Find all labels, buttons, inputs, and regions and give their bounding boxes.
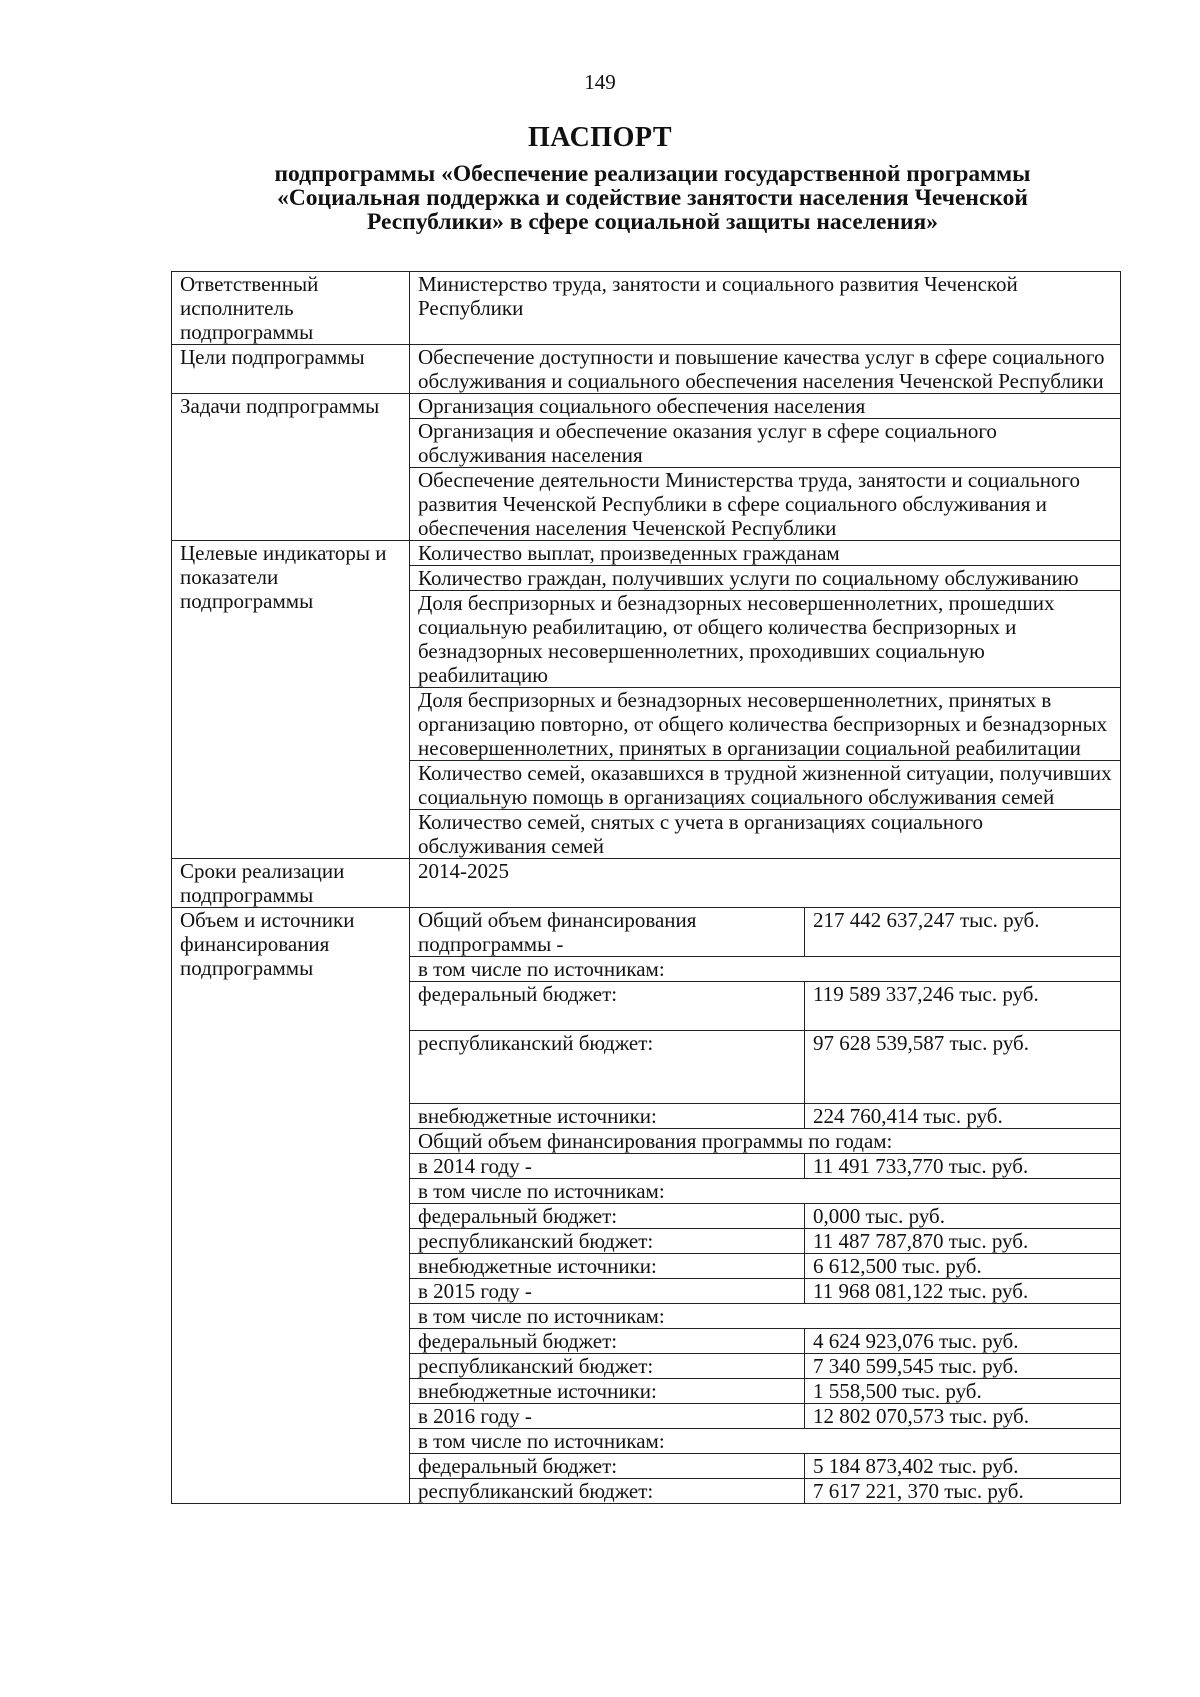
finance-label: внебюджетные источники:: [410, 1254, 805, 1279]
row-label: Задачи подпрограммы: [172, 394, 410, 541]
finance-value: 217 442 637,247 тыс. руб.: [805, 908, 1121, 957]
task-item: Обеспечение деятельности Министерства труда, занятости и социального развития Чеченской Республики в сфере социального обслуживания и обеспечения населения Чеченской Республики: [410, 468, 1121, 541]
finance-label: федеральный бюджет:: [410, 1329, 805, 1354]
indicator-item: Количество семей, снятых с учета в организациях социального обслуживания семей: [410, 810, 1121, 859]
table-row-tasks: [172, 394, 1121, 419]
row-label: Целевые индикаторы и показатели подпрограммы: [172, 541, 410, 859]
row-value: Министерство труда, занятости и социального развития Чеченской Республики: [410, 272, 1121, 345]
finance-label: федеральный бюджет:: [410, 1204, 805, 1229]
finance-value: 4 624 923,076 тыс. руб.: [805, 1329, 1121, 1354]
finance-value: 11 487 787,870 тыс. руб.: [805, 1229, 1121, 1254]
subtitle-line: Республики» в сфере социальной защиты населения»: [367, 209, 938, 235]
finance-value: 5 184 873,402 тыс. руб.: [805, 1454, 1121, 1479]
row-value: 2014-2025: [410, 859, 1121, 908]
row-label: Объем и источники финансирования подпрограммы: [172, 908, 410, 1504]
finance-value: 6 612,500 тыс. руб.: [805, 1254, 1121, 1279]
task-item: Организация и обеспечение оказания услуг в сфере социального обслуживания населения: [410, 419, 1121, 468]
table-row-indicators: [172, 541, 1121, 566]
finance-label: федеральный бюджет:: [410, 1454, 805, 1479]
subtitle-line: «Социальная поддержка и содействие занятости населения Чеченской: [277, 185, 1028, 211]
finance-value: 0,000 тыс. руб.: [805, 1204, 1121, 1229]
finance-label: внебюджетные источники:: [410, 1104, 805, 1129]
year-total: 11 491 733,770 тыс. руб.: [805, 1154, 1121, 1179]
row-value: Обеспечение доступности и повышение качества услуг в сфере социального обслуживания и социального обеспечения населения Чеченской Республики: [410, 345, 1121, 394]
finance-value: 97 628 539,587 тыс. руб.: [805, 1031, 1121, 1104]
table-row-financing: [172, 908, 1121, 957]
finance-note: в том числе по источникам:: [410, 1179, 1121, 1204]
finance-note: в том числе по источникам:: [410, 1304, 1121, 1329]
finance-note: в том числе по источникам:: [410, 1429, 1121, 1454]
finance-label: [410, 982, 805, 1031]
finance-label-text: федеральный бюджет:: [418, 982, 618, 1006]
indicator-item: Количество семей, оказавшихся в трудной жизненной ситуации, получивших социальную помощь в организациях социального обслуживания семей: [410, 761, 1121, 810]
indicator-item: Доля беспризорных и безнадзорных несовершеннолетних, прошедших социальную реабилитацию, от общего количества беспризорных и безнадзорных несовершеннолетних, проходивших социальную реабилитацию: [410, 591, 1121, 688]
finance-note: в том числе по источникам:: [410, 957, 1121, 982]
finance-value: 7 340 599,545 тыс. руб.: [805, 1354, 1121, 1379]
indicator-item: Доля беспризорных и безнадзорных несовершеннолетних, принятых в организацию повторно, от общего количества беспризорных и безнадзорных несовершеннолетних, принятых в организации социальной реабилитации: [410, 688, 1121, 761]
passport-table: [171, 271, 1121, 1504]
finance-label: внебюджетные источники:: [410, 1379, 805, 1404]
table-row-goals: [172, 345, 1121, 394]
table-row-executor: [172, 272, 1121, 345]
year-label: в 2014 году -: [410, 1154, 805, 1179]
document-subtitle: [180, 162, 1125, 234]
finance-note: Общий объем финансирования программы по годам:: [410, 1129, 1121, 1154]
finance-label-text: республиканский бюджет:: [418, 1031, 654, 1055]
finance-label: Общий объем финансирования подпрограммы -: [410, 908, 805, 957]
document-title: ПАСПОРТ: [527, 122, 672, 153]
page-number: 149: [584, 70, 616, 94]
finance-label: республиканский бюджет:: [410, 1354, 805, 1379]
row-label: Цели подпрограммы: [172, 345, 410, 394]
indicator-item: Количество выплат, произведенных гражданам: [410, 541, 1121, 566]
finance-value: 7 617 221, 370 тыс. руб.: [805, 1479, 1121, 1504]
finance-value: 224 760,414 тыс. руб.: [805, 1104, 1121, 1129]
finance-value: 119 589 337,246 тыс. руб.: [805, 982, 1121, 1031]
year-label: в 2016 году -: [410, 1404, 805, 1429]
table-row-terms: [172, 859, 1121, 908]
year-total: 11 968 081,122 тыс. руб.: [805, 1279, 1121, 1304]
finance-value: 1 558,500 тыс. руб.: [805, 1379, 1121, 1404]
subtitle-line: подпрограммы «Обеспечение реализации государственной программы: [274, 161, 1031, 187]
finance-label: республиканский бюджет:: [410, 1479, 805, 1504]
finance-label: [410, 1031, 805, 1104]
task-item: Организация социального обеспечения населения: [410, 394, 1121, 419]
row-label: Ответственный исполнитель подпрограммы: [172, 272, 410, 345]
row-label: Сроки реализации подпрограммы: [172, 859, 410, 908]
finance-label: республиканский бюджет:: [410, 1229, 805, 1254]
year-total: 12 802 070,573 тыс. руб.: [805, 1404, 1121, 1429]
indicator-item: Количество граждан, получивших услуги по социальному обслуживанию: [410, 566, 1121, 591]
year-label: в 2015 году -: [410, 1279, 805, 1304]
